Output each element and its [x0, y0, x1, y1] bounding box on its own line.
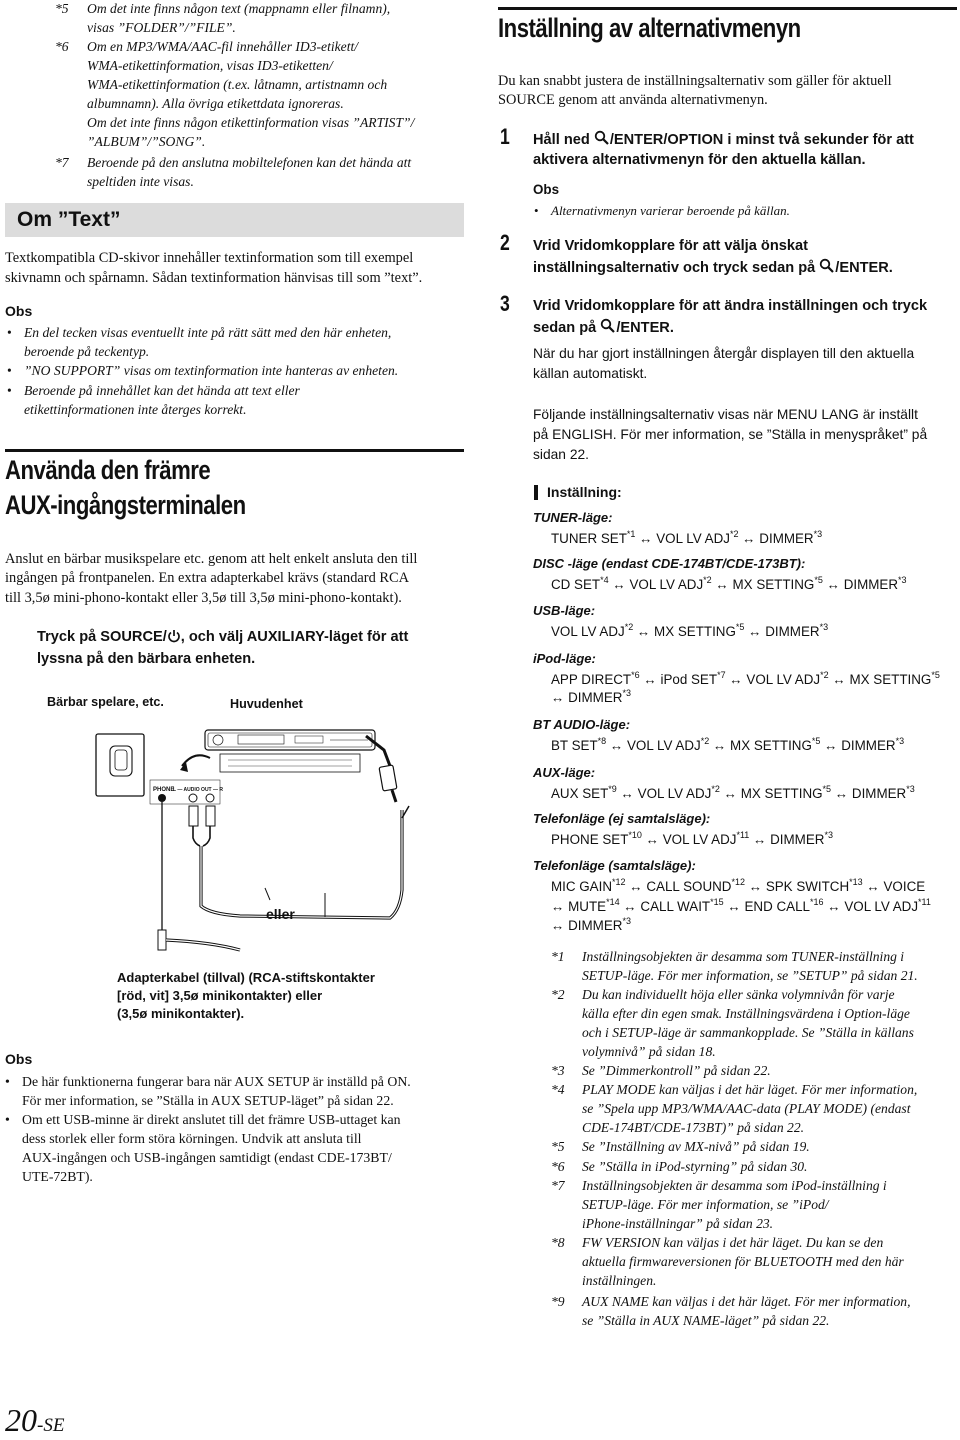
note-item: • ”NO SUPPORT” visas om textinformation inte hanteras av enheten.	[24, 361, 398, 380]
page-number-value: 20	[5, 1402, 37, 1438]
note-item: • Beroende på innehållet kan det hända att text eller	[24, 381, 300, 400]
source-key-label: SOURCE/	[100, 629, 167, 645]
bidirectional-arrow-icon: ↔	[725, 672, 747, 687]
footnote-line: SETUP-läge. För mer information, se ”SETUP” på sidan 21.	[582, 968, 918, 983]
step-text-line2	[533, 258, 893, 280]
adapter-caption-line: (3,5ø minikontakter).	[117, 1006, 245, 1021]
setting-item: APP DIRECT	[551, 672, 632, 687]
aux-title-line2: AUX-ingångsterminalen	[5, 490, 246, 520]
control-name: Vridomkopplare	[564, 238, 675, 254]
following-line: Följande inställningsalternativ visas när MENU LANG är inställt	[533, 407, 918, 422]
footnote-line: Om det inte finns någon text (mappnamn eller filnamn),	[87, 1, 391, 16]
step-text-part: Håll ned	[533, 132, 594, 148]
mode-label: TUNER-läge:	[533, 510, 613, 525]
footnote-ref: *8	[597, 736, 607, 746]
note-item-cont: dess storlek eller form störa körningen. Undvik att ansluta till	[22, 1131, 362, 1146]
footnote-ref: *11	[918, 897, 931, 907]
footnote-key: *5	[55, 1, 69, 16]
bidirectional-arrow-icon: ↔	[828, 672, 850, 687]
footnote-line: PLAY MODE kan väljas i det här läget. För mer information,	[582, 1082, 918, 1097]
footnote-line: Se ”Inställning av MX-nivå” på sidan 19.	[582, 1139, 810, 1154]
step-result-line: När du har gjort inställningen återgår displayen till den aktuella	[533, 346, 915, 361]
footnote-ref: *3	[824, 830, 833, 840]
setting-item: DIMMER	[759, 531, 814, 546]
footnote-ref: *3	[813, 529, 823, 539]
footnote-line: WMA-etikettinformation, visas ID3-etiketten/	[87, 58, 333, 73]
setting-item: iPod SET	[660, 672, 718, 687]
note-item-cont: För mer information, se ”Ställa in AUX SETUP-läget” på sidan 22.	[22, 1093, 394, 1108]
aux-instruction-line2: lyssna på den bärbara enheten.	[37, 651, 256, 667]
bidirectional-arrow-icon: ↔	[616, 786, 638, 801]
footnote-line: SETUP-läge. För mer information, se ”iPod/	[582, 1197, 829, 1212]
text-body-line: Textkompatibla CD-skivor innehåller textinformation som till exempel	[5, 250, 414, 266]
footnote-key: *7	[551, 1178, 565, 1193]
bidirectional-arrow-icon: ↔	[633, 624, 655, 639]
footnote-ref: *10	[628, 830, 642, 840]
step-text	[533, 237, 808, 256]
step-text-part: inställningsalternativ och tryck sedan på	[533, 260, 820, 276]
step-text-part: Vrid	[533, 298, 565, 314]
footnote-line: CDE-174BT/CDE-173BT)” på sidan 22.	[582, 1120, 805, 1135]
note-item-cont: beroende på teckentyp.	[24, 344, 150, 359]
setting-item: PHONE SET	[551, 832, 629, 847]
setting-item: DIMMER	[765, 624, 820, 639]
setting-item: AUX SET	[551, 786, 609, 801]
bidirectional-arrow-icon: ↔	[551, 899, 569, 914]
setting-item: VOL LV ADJ	[629, 577, 704, 592]
footnote-key: *4	[551, 1082, 565, 1097]
page-title: Inställning av alternativmenyn	[498, 13, 801, 43]
bidirectional-arrow-icon: ↔	[635, 531, 657, 546]
setting-item: BT SET	[551, 738, 598, 753]
main-unit-label: Huvudenhet	[230, 697, 303, 711]
note-item: • En del tecken visas eventuellt inte på rätt sätt med den här enheten,	[24, 323, 391, 342]
footnote-ref: *12	[731, 877, 745, 887]
footnote-ref: *2	[624, 622, 634, 632]
mode-label: USB-läge:	[533, 603, 596, 618]
bidirectional-arrow-icon: ↔	[823, 899, 845, 914]
step-text-line2: aktivera alternativmenyn för den aktuella källan.	[533, 152, 866, 168]
bidirectional-arrow-icon: ↔	[820, 738, 842, 753]
aux-title-line1: Använda den främre	[5, 455, 211, 485]
footnote-line: albumnamn). Alla övriga etikettdata ignoreras.	[87, 96, 344, 111]
setting-item: MX SETTING	[740, 786, 823, 801]
setting-item: VOL LV ADJ	[656, 531, 730, 546]
mode-sequence	[551, 898, 931, 916]
footnote-line: se ”Ställa in AUX NAME-läget” på sidan 22.	[582, 1313, 830, 1328]
footnote-ref: *3	[819, 622, 829, 632]
footnote-key: *6	[55, 39, 69, 54]
footnote-line: källa efter din egen smak. Inställningsvärdena i Option-läge	[582, 1006, 910, 1021]
mode-sequence	[551, 785, 915, 803]
setting-item: VOL LV ADJ	[551, 624, 625, 639]
setting-item: DIMMER	[851, 786, 907, 801]
footnote-line: Beroende på den anslutna mobiltelefonen kan det hända att	[87, 155, 412, 170]
footnote-line: ”ALBUM”/”SONG”.	[87, 134, 206, 149]
setting-item: DIMMER	[568, 918, 623, 933]
bidirectional-arrow-icon: ↔	[738, 531, 760, 546]
following-line: sidan 22.	[533, 447, 589, 462]
footnote-line: visas ”FOLDER”/”FILE”.	[87, 20, 236, 35]
mode-label: BT AUDIO-läge:	[533, 717, 631, 732]
setting-item: MUTE	[568, 899, 607, 914]
step-text-part: för att välja önskat	[674, 238, 808, 254]
portable-player-label: Bärbar spelare, etc.	[47, 695, 164, 709]
footnote-line: volymnivå” på sidan 18.	[582, 1044, 716, 1059]
footnote-line: FW VERSION kan väljas i det här läget. Du kan se den	[582, 1235, 884, 1250]
footnote-ref: *6	[631, 670, 640, 680]
bidirectional-arrow-icon: ↔	[744, 624, 766, 639]
bidirectional-arrow-icon: ↔	[719, 786, 741, 801]
footnote-ref: *1	[626, 529, 636, 539]
setting-item: DIMMER	[843, 577, 899, 592]
footnote-line: Inställningsobjekten är desamma som TUNER-inställning i	[582, 949, 905, 964]
mode-sequence	[551, 878, 925, 896]
setting-item: MX SETTING	[732, 577, 815, 592]
footnote-ref: *5	[814, 575, 823, 585]
text-body-line: skivnamn och spårnamn. Sådan textinformation hänvisas till som ”text”.	[5, 270, 423, 286]
bidirectional-arrow-icon: ↔	[709, 738, 731, 753]
obs-label: Obs	[5, 303, 33, 319]
power-icon	[167, 629, 181, 649]
bidirectional-arrow-icon: ↔	[711, 577, 733, 592]
mode-label: DISC -läge (endast CDE-174BT/CDE-173BT):	[533, 556, 806, 571]
step-text-part: /ENTER.	[616, 320, 674, 336]
mode-sequence	[551, 689, 631, 707]
footnote-line: Se ”Ställa in iPod-styrning” på sidan 30.	[582, 1159, 808, 1174]
note-item: • De här funktionerna fungerar bara när AUX SETUP är inställd på ON.	[22, 1072, 411, 1091]
footnote-ref: *13	[849, 877, 863, 887]
aux-section-rule	[5, 449, 464, 452]
footnote-line: WMA-etikettinformation (t.ex. låtnamn, artistnamn och	[87, 77, 388, 92]
obs-label: Obs	[533, 182, 560, 197]
footnote-ref: *5	[931, 670, 940, 680]
text-section-header	[5, 203, 464, 237]
bidirectional-arrow-icon: ↔	[619, 899, 641, 914]
portable-player-icon	[96, 734, 144, 796]
bidirectional-arrow-icon: ↔	[608, 577, 630, 592]
bidirectional-arrow-icon: ↔	[831, 786, 852, 801]
bidirectional-arrow-icon: ↔	[641, 832, 663, 847]
footnote-ref: *2	[729, 529, 739, 539]
mode-sequence	[551, 831, 833, 849]
footnote-key: *8	[551, 1235, 565, 1250]
footnote-line: inställningen.	[582, 1273, 657, 1288]
setting-item: MX SETTING	[849, 672, 932, 687]
step-text-part: sedan på	[533, 320, 601, 336]
search-icon	[819, 258, 835, 280]
bidirectional-arrow-icon: ↔	[551, 690, 569, 705]
following-line: på ENGLISH. För mer information, se ”Ställa in menyspråket” på	[533, 427, 928, 442]
footnote-ref: *5	[811, 736, 821, 746]
mode-label: iPod-läge:	[533, 651, 596, 666]
settings-label: Inställning:	[547, 484, 622, 500]
search-icon	[600, 318, 616, 340]
bidirectional-arrow-icon: ↔	[744, 879, 766, 894]
right-title-rule	[498, 7, 957, 10]
footnote-key: *9	[551, 1294, 565, 1309]
footnote-key: *1	[551, 949, 565, 964]
step-number: 3	[500, 291, 510, 316]
note-item-cont: UTE-72BT).	[22, 1169, 93, 1184]
bidirectional-arrow-icon: ↔	[551, 918, 569, 933]
mode-sequence	[551, 530, 822, 548]
bidirectional-arrow-icon: ↔	[639, 672, 661, 687]
footnote-ref: *12	[612, 877, 626, 887]
step-text	[533, 130, 914, 152]
footnote-line: iPhone-inställningar” på sidan 23.	[582, 1216, 774, 1231]
footnote-line: aktuella firmwareversionen för BLUETOOTH med den här	[582, 1254, 904, 1269]
footnote-line: Om en MP3/WMA/AAC-fil innehåller ID3-etikett/	[87, 39, 359, 54]
setting-item: VOL LV ADJ	[844, 899, 919, 914]
instruction-text: Tryck på	[37, 629, 101, 645]
mode-sequence	[551, 737, 904, 755]
aux-body-line: till 3,5ø mini-phono-kontakt eller 3,5ø till 3,5ø mini-phono-kontakt).	[5, 590, 402, 606]
setting-item: VOL LV ADJ	[637, 786, 712, 801]
instruction-text: , och välj AUXILIARY-läget för att	[180, 629, 409, 645]
aux-connection-diagram	[90, 710, 460, 970]
adapter-caption-line: Adapterkabel (tillval) (RCA-stiftskontakter	[117, 970, 375, 985]
step-number: 1	[500, 124, 510, 149]
footnote-ref: *3	[622, 916, 631, 926]
bidirectional-arrow-icon: ↔	[625, 879, 647, 894]
mode-label: Telefonläge (samtalsläge):	[533, 858, 696, 873]
search-icon	[594, 130, 610, 152]
step-text-part: /ENTER/OPTION i minst två sekunder för att	[609, 132, 914, 148]
footnote-line: Om det inte finns någon etikettinformation visas ”ARTIST”/	[87, 115, 415, 130]
setting-item: CALL SOUND	[646, 879, 732, 894]
setting-item: MX SETTING	[730, 738, 812, 753]
setting-item: MX SETTING	[654, 624, 736, 639]
mode-sequence	[551, 917, 631, 935]
setting-item: DIMMER	[568, 690, 623, 705]
footnote-ref: *2	[711, 784, 720, 794]
footnote-ref: *3	[898, 575, 907, 585]
footnote-line: Se ”Dimmerkontroll” på sidan 22.	[582, 1063, 771, 1078]
bidirectional-arrow-icon: ↔	[723, 899, 745, 914]
aux-body-line: Anslut en bärbar musikspelare etc. genom att helt enkelt ansluta den till	[5, 551, 418, 567]
footnote-key: *3	[551, 1063, 565, 1078]
setting-item: VOL LV ADJ	[662, 832, 737, 847]
note-item-cont: AUX-ingången och USB-ingången samtidigt (endast CDE-173BT/	[22, 1150, 392, 1165]
setting-item: SPK SWITCH	[765, 879, 850, 894]
setting-item: VOICE	[883, 879, 926, 894]
head-unit-icon	[205, 730, 375, 772]
step-text-part: /ENTER.	[835, 260, 893, 276]
step-text-part: för att ändra inställningen och tryck	[674, 298, 928, 314]
footnote-ref: *2	[820, 670, 829, 680]
phone-port-label: PHONE	[153, 787, 175, 793]
setting-item: DIMMER	[770, 832, 825, 847]
note-item: • Alternativmenyn varierar beroende på källan.	[551, 201, 790, 220]
footnote-ref: *14	[606, 897, 620, 907]
mode-sequence	[551, 623, 828, 641]
obs-label: Obs	[5, 1051, 33, 1067]
footnote-ref: *7	[717, 670, 726, 680]
setting-item: MIC GAIN	[551, 879, 613, 894]
setting-item: VOL LV ADJ	[627, 738, 701, 753]
footnote-ref: *9	[608, 784, 617, 794]
setting-item: CD SET	[551, 577, 601, 592]
mode-label: AUX-läge:	[533, 765, 596, 780]
footnote-ref: *3	[895, 736, 905, 746]
bidirectional-arrow-icon: ↔	[606, 738, 627, 753]
section-title: Om ”Text”	[17, 208, 121, 231]
or-label: eller	[266, 906, 295, 922]
step-result-line: källan automatiskt.	[533, 366, 648, 381]
footnote-key: *5	[551, 1139, 565, 1154]
adapter-caption-line: [röd, vit] 3,5ø minikontakter) eller	[117, 988, 323, 1003]
footnote-ref: *2	[703, 575, 712, 585]
footnote-ref: *4	[600, 575, 609, 585]
footnote-key: *6	[551, 1159, 565, 1174]
mode-sequence	[551, 671, 940, 689]
setting-item: VOL LV ADJ	[746, 672, 821, 687]
footnote-ref: *5	[822, 784, 832, 794]
footnote-ref: *11	[736, 830, 750, 840]
setting-item: TUNER SET	[551, 531, 627, 546]
page-number-suffix: -SE	[37, 1415, 65, 1436]
footnote-line: Inställningsobjekten är desamma som iPod-inställning i	[582, 1178, 887, 1193]
footnote-ref: *16	[809, 897, 824, 907]
footnote-line: Du kan individuellt höja eller sänka volymnivån för varje	[582, 987, 895, 1002]
audio-out-label: L — AUDIO OUT — R	[173, 787, 223, 793]
step-text-line2	[533, 318, 674, 340]
step-text-part: Vrid	[533, 238, 565, 254]
aux-instruction	[37, 628, 408, 649]
control-name: Vridomkopplare	[564, 298, 675, 314]
setting-item: END CALL	[744, 899, 810, 914]
step-number: 2	[500, 230, 510, 255]
footnote-ref: *2	[700, 736, 710, 746]
footnote-key: *7	[55, 155, 69, 170]
step-text	[533, 297, 927, 316]
bidirectional-arrow-icon: ↔	[749, 832, 771, 847]
intro-line: SOURCE genom att använda alternativmenyn.	[498, 92, 768, 108]
page-number	[5, 1402, 64, 1439]
footnote-key: *2	[551, 987, 565, 1002]
bidirectional-arrow-icon: ↔	[822, 577, 844, 592]
note-item-cont: etikettinformationen inte återges korrekt.	[24, 402, 247, 417]
intro-line: Du kan snabbt justera de inställningsalternativ som gäller för aktuell	[498, 73, 892, 89]
footnote-line: se ”Spela upp MP3/WMA/AAC-data (PLAY MODE) (endast	[582, 1101, 911, 1116]
footnote-ref: *5	[735, 622, 745, 632]
footnote-line: speltiden inte visas.	[87, 174, 194, 189]
mode-sequence	[551, 576, 907, 594]
setting-item: CALL WAIT	[640, 899, 711, 914]
note-item: • Om ett USB-minne är direkt anslutet till det främre USB-uttaget kan	[22, 1110, 401, 1129]
footnote-ref: *3	[906, 784, 915, 794]
footnote-line: och i SETUP-läge är sammankopplade. Se ”Ställa in källans	[582, 1025, 914, 1040]
footnote-ref: *3	[622, 688, 631, 698]
footnote-ref: *15	[710, 897, 724, 907]
footnote-line: AUX NAME kan väljas i det här läget. För mer information,	[582, 1294, 911, 1309]
setting-item: DIMMER	[841, 738, 896, 753]
settings-marker	[534, 485, 538, 500]
mode-label: Telefonläge (ej samtalsläge):	[533, 811, 711, 826]
aux-body-line: ingången på frontpanelen. En extra adapterkabel krävs (standard RCA	[5, 570, 409, 586]
bidirectional-arrow-icon: ↔	[862, 879, 884, 894]
